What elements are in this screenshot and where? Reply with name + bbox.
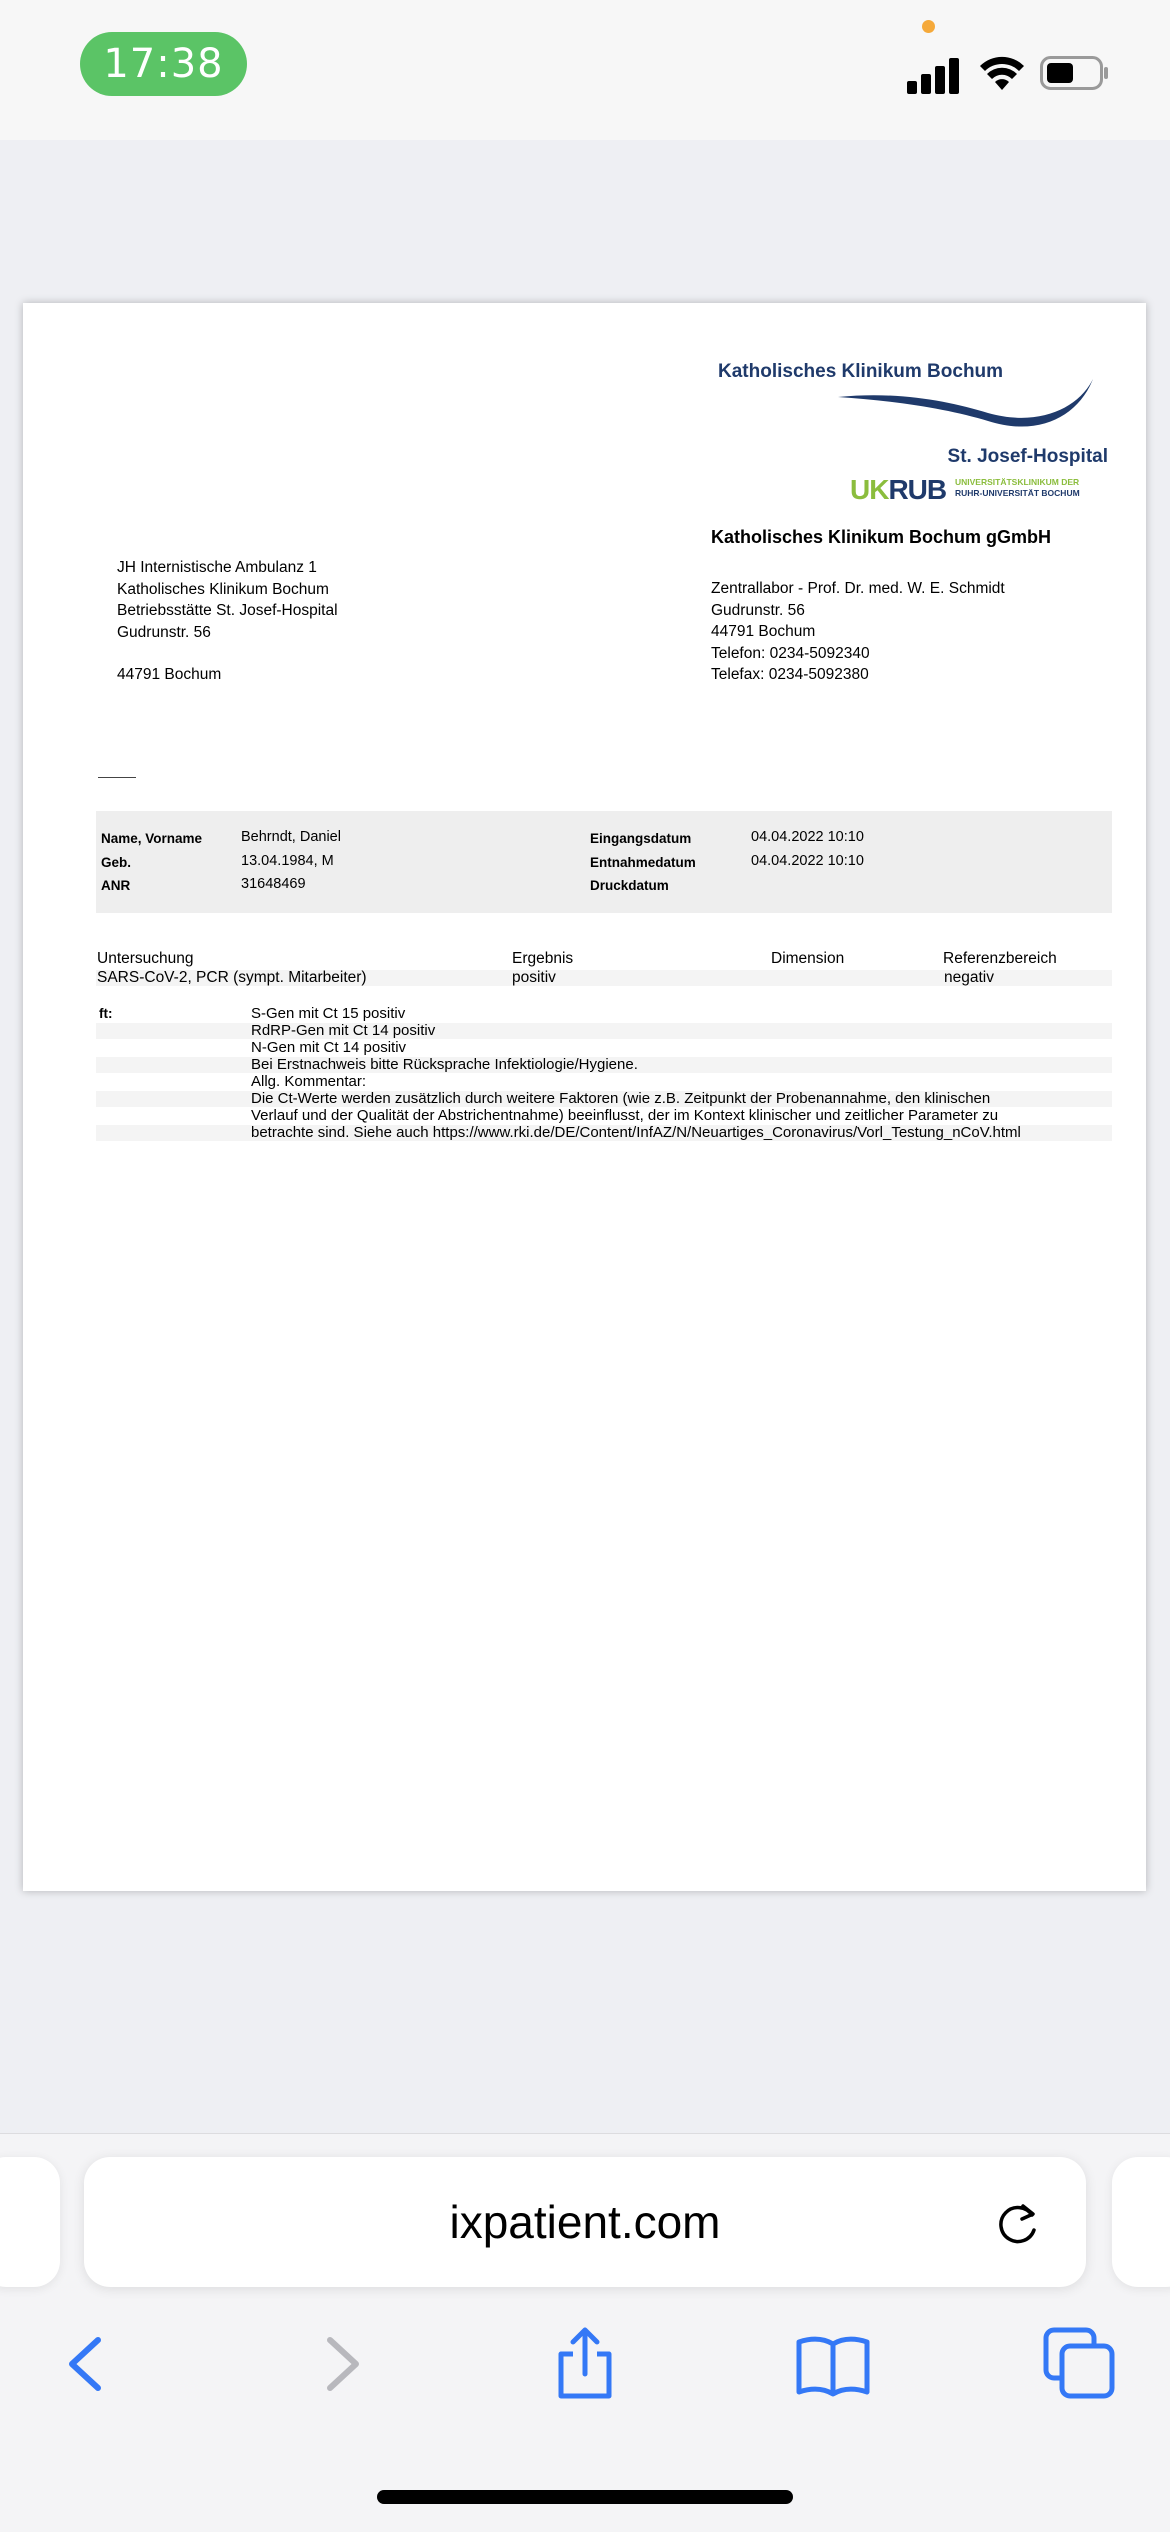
back-icon[interactable] <box>48 2324 128 2404</box>
result-reference: negativ <box>944 969 994 986</box>
logo-ukrub: UKRUB <box>850 474 947 505</box>
patient-info: Name, Vorname Behrndt, Daniel Geb. 13.04.1984, M ANR 31648469 Eingangsdatum 04.04.2022 10:10 Entnahmedatum 04.04.2022 10:10 Druckdatum <box>96 811 1112 913</box>
result-value: positiv <box>512 969 556 986</box>
result-test: SARS-CoV-2, PCR (sympt. Mitarbeiter) <box>97 969 367 986</box>
logo-swoosh-icon <box>838 379 1093 429</box>
share-icon[interactable] <box>545 2324 625 2404</box>
next-tab-card[interactable] <box>1112 2157 1170 2287</box>
footnote-line: Allg. Kommentar: <box>251 1073 367 1090</box>
hospital-logo <box>718 351 1108 505</box>
signal-icon <box>907 54 961 94</box>
wifi-icon <box>978 50 1026 92</box>
header-result: Ergebnis <box>512 950 574 967</box>
status-time: 17:38 <box>80 32 247 96</box>
header-test: Untersuchung <box>97 950 194 967</box>
privacy-indicator <box>922 20 935 33</box>
logo-subtitle: St. Josef-Hospital <box>947 446 1108 467</box>
tabs-icon[interactable] <box>1040 2324 1120 2404</box>
logo-title: Katholisches Klinikum Bochum <box>718 361 1004 382</box>
recipient-address: JH Internistische Ambulanz 1 Katholisches Klinikum Bochum Betriebsstätte St. Josef-Hospital Gudrunstr. 56 44791 Bochum <box>117 559 338 683</box>
footnote-line: Die Ct-Werte werden zusätzlich durch weitere Faktoren (wie z.B. Zeitpunkt der Probenannahme, den klinischen <box>96 1091 1112 1107</box>
footnote-label: ft: <box>99 1006 113 1021</box>
forward-icon[interactable] <box>300 2324 380 2404</box>
logo-university-text: UNIVERSITÄTSKLINIKUM DER RUHR-UNIVERSITÄT BOCHUM <box>955 477 1080 498</box>
address-bar[interactable] <box>84 2157 1086 2287</box>
header-reference: Referenzbereich <box>943 950 1057 967</box>
previous-tab-card[interactable] <box>0 2157 60 2287</box>
footnote-line: N-Gen mit Ct 14 positiv <box>251 1039 407 1056</box>
browser-toolbar <box>0 2133 1170 2532</box>
company-name: Katholisches Klinikum Bochum gGmbH <box>711 527 1052 547</box>
header-unit: Dimension <box>771 950 845 967</box>
url-text[interactable]: ixpatient.com <box>449 2196 721 2248</box>
received-date: 04.04.2022 10:10 <box>751 829 864 845</box>
lab-address: Zentrallabor - Prof. Dr. med. W. E. Schmidt Gudrunstr. 56 44791 Bochum Telefon: 0234-5092340 Telefax: 0234-5092380 <box>711 580 1005 683</box>
sampled-date: 04.04.2022 10:10 <box>751 853 864 869</box>
footnote-line: Bei Erstnachweis bitte Rücksprache Infektiologie/Hygiene. <box>96 1057 1112 1073</box>
patient-dob: 13.04.1984, M <box>241 853 334 869</box>
status-bar <box>0 0 1170 140</box>
footnote-line: RdRP-Gen mit Ct 14 positiv <box>96 1023 1112 1039</box>
footnote-line: Verlauf und der Qualität der Abstrichentnahme) beeinflusst, der im Kontext klinischer und zeitlicher Parameter zu <box>251 1107 999 1124</box>
reload-icon[interactable] <box>992 2197 1044 2249</box>
footnote-line: S-Gen mit Ct 15 positiv <box>251 1005 406 1022</box>
home-indicator[interactable] <box>377 2490 793 2504</box>
document-page[interactable] <box>23 303 1146 1891</box>
divider <box>98 777 136 778</box>
battery-icon <box>1040 56 1110 90</box>
patient-anr: 31648469 <box>241 876 306 892</box>
footnote-line: betrachte sind. Siehe auch https://www.rki.de/DE/Content/InfAZ/N/Neuartiges_Coronavirus/Vorl_Testung_nCoV.html <box>96 1125 1112 1141</box>
bookmarks-icon[interactable] <box>793 2324 873 2404</box>
patient-name: Behrndt, Daniel <box>241 829 341 845</box>
